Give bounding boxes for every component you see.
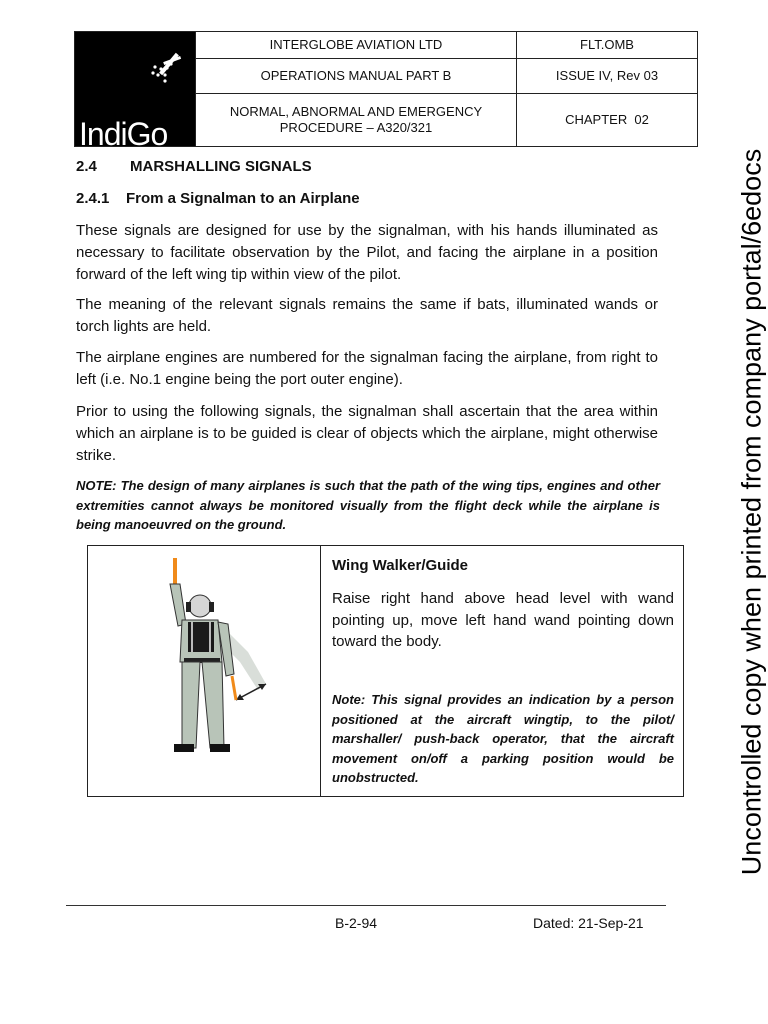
chapter: CHAPTER 02 [517,94,698,147]
paragraph: The meaning of the relevant signals remains the same if bats, illuminated wands or torch lights are held. [76,296,658,335]
section-heading [76,158,312,175]
wing-walker-figure [148,554,278,754]
doc-code: FLT.OMB [517,32,698,59]
design-note: NOTE: The design of many airplanes is such that the path of the wing tips, engines and other extremities cannot always be monitored visually from the flight deck while the airplane is being manoeuvred on the ground. [76,478,660,532]
document-header [74,31,698,152]
company-name: INTERGLOBE AVIATION LTD [196,32,517,59]
procedure-line-1: NORMAL, ABNORMAL AND EMERGENCY [229,104,483,119]
airplane-dots-icon [143,43,193,83]
procedure-line-2: PROCEDURE – A320/321 [279,120,433,135]
paragraph: The airplane engines are numbered for the signalman facing the airplane, from right to left (i.e. No.1 engine being the port outer engine). [76,349,658,388]
section-number: 2.4 [76,158,97,175]
signal-table [87,545,684,797]
subsection-number: 2.4.1 [76,190,110,207]
section-title: MARSHALLING SIGNALS [130,158,312,175]
uncontrolled-copy-watermark: Uncontrolled copy when printed from company portal/6edocs [736,148,767,876]
page-number: B-2-94 [335,915,378,931]
signal-note: Note: This signal provides an indication by a person positioned at the aircraft wingtip, to the pilot/ marshaller/ push-back operator, that the aircraft movement on/off a parking position would be unobstructed. [332,692,674,785]
subsection-title: From a Signalman to an Airplane [126,190,360,207]
signal-divider [320,546,321,796]
date-stamp: Dated: 21-Sep-21 [533,915,644,931]
manual-name: OPERATIONS MANUAL PART B [196,59,517,94]
subsection-heading [76,190,360,207]
signal-title: Wing Walker/Guide [332,557,468,574]
paragraph: These signals are designed for use by the signalman, with his hands illuminated as necessary to facilitate observation by the Pilot, and facing the airplane in a position forward of the left wing tip within view of the pilot. [76,222,658,283]
logo [75,32,196,152]
issue-revision: ISSUE IV, Rev 03 [517,59,698,94]
procedure-title [196,94,517,147]
logo-wordmark: IndiGo [79,115,168,152]
signal-description: Raise right hand above head level with wand pointing up, move left hand wand pointing down toward the body. [332,590,674,650]
paragraph: Prior to using the following signals, the signalman shall ascertain that the area within which an airplane is to be guided is clear of objects which the airplane, might otherwise strike. [76,403,658,464]
footer-divider [66,905,666,906]
